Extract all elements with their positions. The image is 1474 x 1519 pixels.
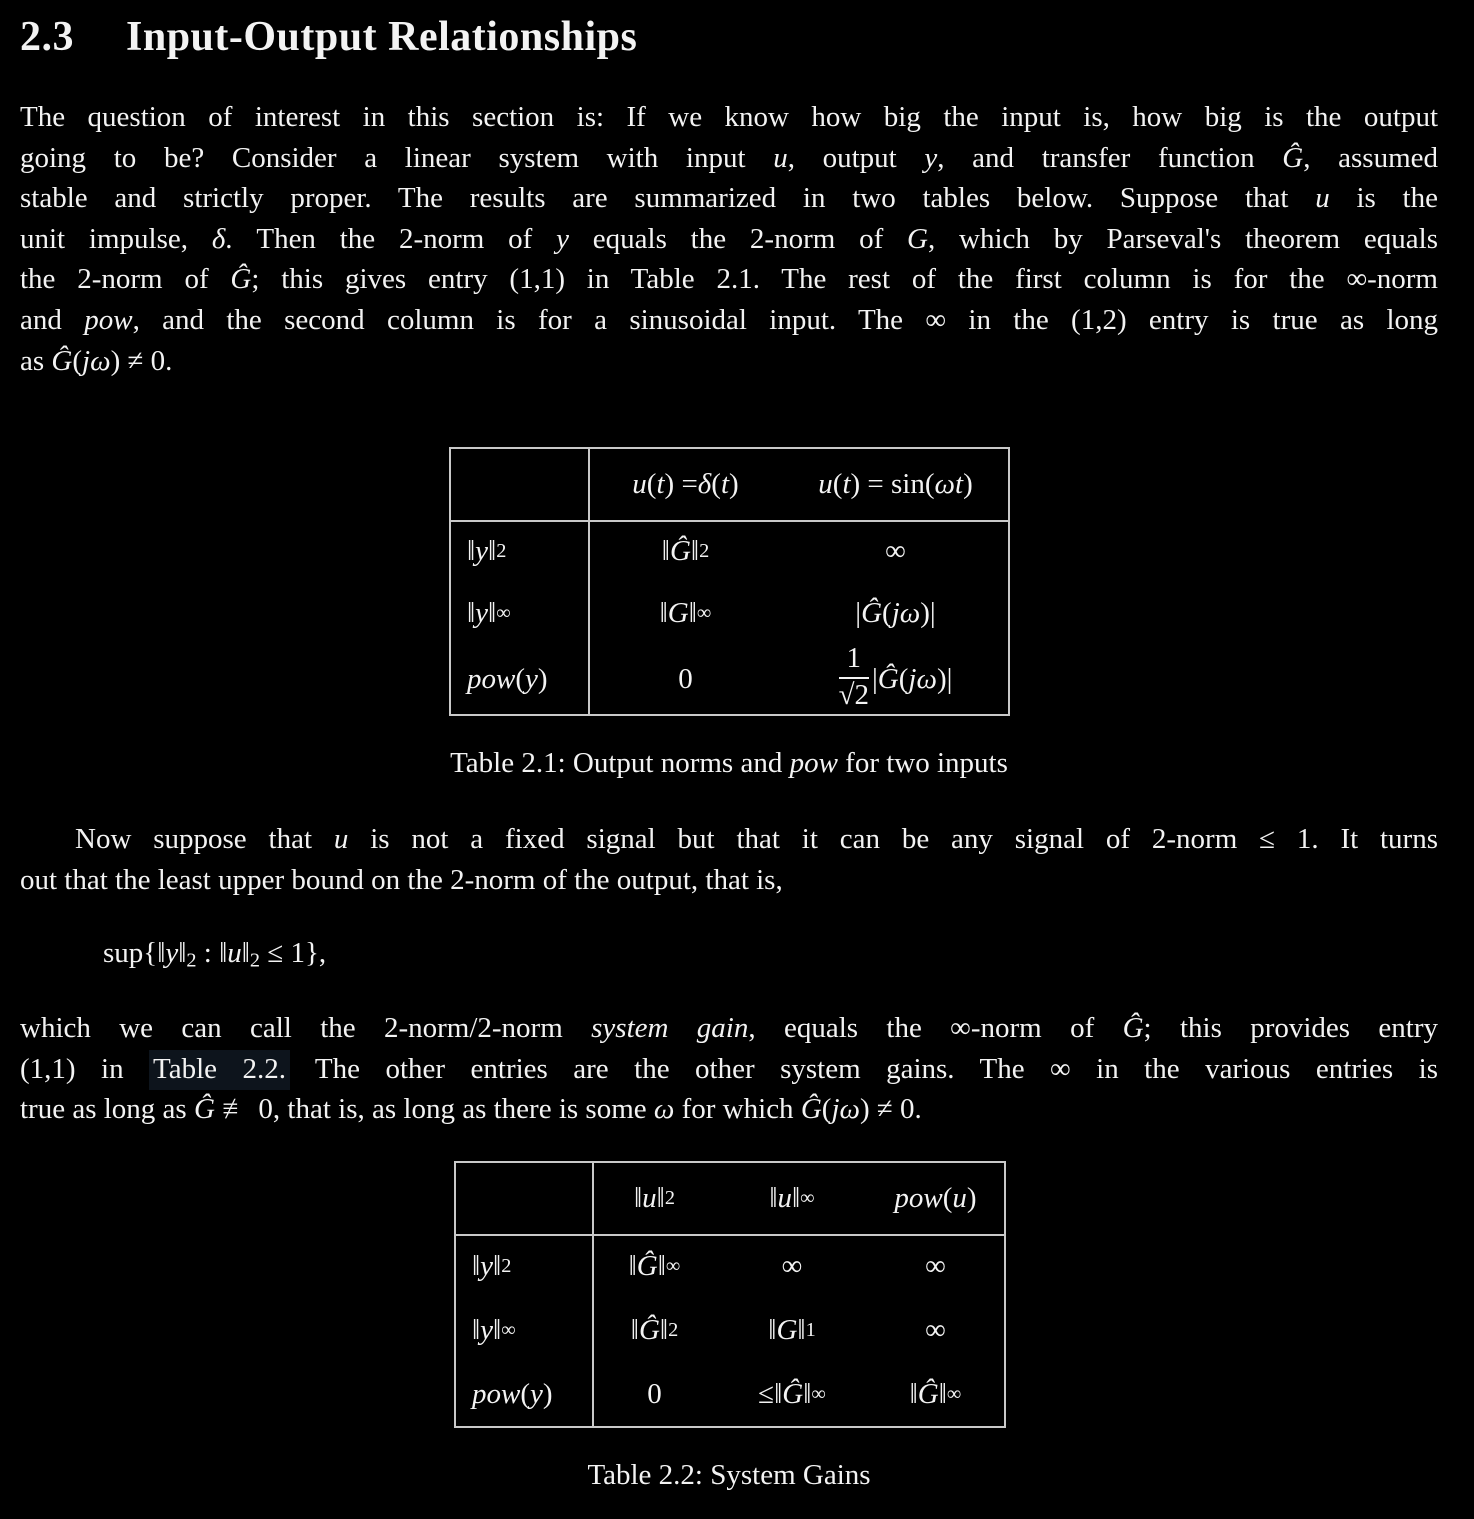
text-run: ‖ [493,1313,502,1346]
text-run: u [1315,182,1330,215]
text-run: ‖ [656,1182,665,1214]
text-run: t [720,468,730,500]
text-run: ‖ [634,1182,643,1214]
text-run: Ĝ [1282,141,1304,174]
text-run: ( [520,1377,531,1410]
text-run: 2 [496,539,507,562]
text-run: Ĝ [636,1249,658,1282]
text-run: ( [515,662,526,695]
text-run: δ [697,468,712,500]
text-run: u [818,468,833,500]
text-run: jω [82,344,111,377]
t2-cell-r1c1 [592,1234,717,1298]
t1-header-input-impulse [588,449,783,520]
text-run: | [871,662,878,695]
t1-row-label-yinf [451,582,604,644]
text-run: ‖ [467,596,476,629]
text-run: 2 [664,1187,675,1209]
table-2-2-link[interactable]: Table 2.2. [149,1050,290,1090]
text-run: 2 [668,1318,679,1341]
t2-row-label-yinf [456,1298,608,1362]
text-run: stable and strictly proper. The results are summarized in two tables below. Suppose that [20,182,1316,215]
text-run: pow [84,303,133,336]
text-run: Ĝ [638,1313,660,1346]
text-run: ‖ [178,937,187,969]
text-run: ∞ [925,1249,946,1282]
text-run: , equals the ∞-norm of [748,1012,1123,1044]
t2-header-u2 [592,1163,717,1234]
text-run: | [855,596,862,629]
text-run: ) [729,468,739,500]
table-2-1-caption [20,747,1438,780]
text-run: , output [787,141,925,174]
text-run: , which by Parseval's theorem equals [928,222,1438,255]
text-run: u [952,1182,967,1214]
text-run: y [480,1249,494,1282]
t1-row-label-pow [451,644,604,714]
section-heading [20,13,637,61]
text-run: G [667,596,689,629]
t1-cell-r2c2 [783,582,1008,644]
t2-row-label-y2 [456,1234,608,1298]
text-run: ‖ [909,1377,918,1410]
text-run: ∞ [781,1249,803,1282]
text-run: Ĝ [861,596,883,629]
text-run: u [773,141,788,174]
text-run: Ĝ [669,534,691,567]
text-run: ) ≠ 0. [859,1093,922,1126]
text-run: )| [920,596,936,629]
text-run: ‖ [769,1182,778,1214]
t1-cell-r3c1 [588,644,783,714]
text-run: ∞ [946,1382,962,1405]
text-run: ‖ [628,1249,637,1282]
text-run: Now suppose that [75,823,334,855]
text-run: ( [646,468,657,500]
text-run: ) [537,662,548,695]
text-run: for two inputs [837,747,1008,779]
text-run: ‖ [803,1377,812,1410]
text-run: . Then the 2-norm of [225,222,557,255]
text-run: ωt [934,468,964,500]
text-run: t [656,468,665,500]
text-run: ‖ [792,1182,801,1214]
text-run: Ĝ [1122,1012,1144,1044]
text-line [20,1008,1438,1049]
text-run: ( [72,344,83,377]
t2-cell-r3c1 [592,1362,717,1426]
text-run: 2 [501,1254,512,1277]
text-run: ∞ [696,601,712,624]
text-run: y [525,662,538,695]
text-line [20,138,1438,179]
text-run: ‖ [630,1313,639,1346]
text-run: is not a fixed signal but that it can be any signal of 2-norm ≤ 1. It turns [348,823,1438,855]
t2-header-uinf [717,1163,867,1234]
text-run: ‖ [768,1313,777,1346]
text-run: y [924,141,938,174]
text-run: t [842,468,851,500]
text-run: u [333,823,349,855]
text-run: which we can call the 2-norm/2-norm [20,1012,592,1044]
text-run: u [642,1182,657,1214]
text-run: pow [472,1377,521,1410]
text-line [20,259,1438,300]
text-run: ∞ [665,1254,681,1277]
text-run: ∞ [501,1318,516,1341]
text-run: : [196,937,220,969]
text-run: , assumed [1303,141,1439,174]
text-run: ≢ 0, that is, as long as there is some [214,1093,654,1126]
text-run: G [776,1313,798,1346]
text-run: ‖ [493,1249,502,1282]
text-run: ∞ [800,1187,815,1209]
text-run: ∞ [811,1382,826,1405]
text-run: Ĝ [230,263,252,296]
text-run: ( [898,662,909,695]
text-run: y [475,596,489,629]
text-line [20,860,1438,901]
text-run: unit impulse, [20,222,212,255]
text-run: pow [894,1182,943,1214]
t2-cell-r1c3 [867,1234,1004,1298]
text-run: ( [711,468,721,500]
text-run: u [632,468,647,500]
text-run: The other entries are the other system gains. The ∞ in the various entries is [290,1052,1438,1085]
fraction-numerator [839,641,869,679]
text-run: jω [831,1093,860,1126]
t2-cell-r3c3 [867,1362,1004,1426]
text-run: jω [908,662,937,695]
text-run: y [165,937,179,969]
t1-cell-r1c1 [588,520,783,582]
text-run: δ [211,222,226,255]
text-run: ∞ [496,601,511,624]
text-run: ‖ [241,937,250,969]
equation-sup-norm [103,937,326,972]
paragraph-gain-intro [20,819,1438,900]
text-run: Ĝ [917,1377,939,1410]
text-run: 2 [854,678,869,711]
t1-cell-r2c1 [588,582,783,644]
fraction-denominator [839,679,869,711]
text-run: 0 [678,662,693,695]
text-run: ∞ [925,1313,946,1346]
text-run: as [20,344,52,377]
text-run: equals the 2-norm of [568,222,908,255]
text-run: u [227,937,242,969]
t1-cell-r1c2 [783,520,1008,582]
text-run: going to be? Consider a linear system with input [20,141,774,174]
text-run: ) [542,1377,553,1410]
table-2-2-caption: Table 2.2: System Gains [587,1459,871,1491]
text-run: system gain [591,1012,749,1044]
text-run: ‖ [774,1377,783,1410]
text-run: )| [936,662,953,695]
text-run: ω [653,1093,675,1126]
text-run: √ [838,678,855,711]
text-run: pow [789,747,838,779]
text-run: Ĝ [782,1377,804,1410]
table-2-2 [454,1161,1006,1428]
table-2-1 [449,447,1010,716]
text-run: is the [1329,182,1438,215]
text-run: ‖ [488,534,497,567]
text-line [20,219,1438,260]
t2-header-powu [867,1163,1004,1234]
text-run: y [556,222,569,255]
text-run: jω [891,596,921,629]
text-run: Ĝ [877,662,899,695]
text-run: y [475,534,489,567]
text-run: ‖ [488,596,497,629]
text-run: ≤ 1}, [260,937,327,969]
t2-cell-r2c2 [717,1298,867,1362]
text-run: ‖ [938,1377,947,1410]
text-run: ; this gives entry (1,1) in Table 2.1. The rest of the first column is for the ∞-norm [251,263,1438,296]
text-run: out that the least upper bound on the 2-norm of the output, that is, [20,863,783,896]
t2-cell-r2c3 [867,1298,1004,1362]
text-run: ) ≠ 0. [110,344,173,377]
text-run: ‖ [797,1313,806,1346]
section-number: 2.3 [20,14,74,60]
text-run: 1 [805,1318,816,1341]
text-run: y [480,1313,494,1346]
t1-cell-r3c2 [783,641,1008,714]
text-run: true as long as [20,1093,194,1126]
text-run: pow [467,662,516,695]
text-run: ‖ [657,1249,666,1282]
text-run: 2 [249,949,261,972]
t1-header-input-sine [783,449,1008,520]
t2-cell-r1c2 [717,1234,867,1298]
text-line [20,97,1438,138]
text-line [20,1089,1438,1130]
text-run: ‖ [690,534,700,567]
text-run: ) = [664,468,698,500]
text-run: 1 [846,641,862,674]
t2-row-label-pow [456,1362,608,1426]
text-run: ≤ [758,1377,775,1410]
text-run: ‖ [661,534,670,567]
text-run: ‖ [659,596,668,629]
text-run: ) [963,468,973,500]
text-run: The question of interest in this section is: If we know how big the input is, how big is the output [20,101,1438,133]
t2-cell-r2c1 [592,1298,717,1362]
text-run: ‖ [467,534,476,567]
text-run: ( [882,596,892,629]
text-run: y [530,1377,543,1410]
text-run: 0 [647,1377,662,1410]
t1-row-label-y2 [451,520,604,582]
text-line [20,819,1438,860]
text-run: ‖ [472,1313,481,1346]
text-run: ‖ [219,937,228,969]
text-run: Ĝ [193,1093,215,1126]
text-line [20,1049,1438,1090]
text-line [20,178,1438,219]
text-line [20,341,1438,382]
text-run: ( [942,1182,953,1214]
text-run: u [777,1182,793,1214]
text-run: G [907,222,928,255]
text-run: (1,1) in [20,1052,150,1085]
text-run: 2 [699,539,710,562]
text-run: and [20,303,85,336]
paragraph-system-gain [20,1008,1438,1130]
text-run: ) = sin( [850,468,935,500]
text-run: ‖ [157,937,166,969]
text-run: ( [832,468,843,500]
fraction [838,641,869,711]
text-run: , and transfer function [937,141,1283,174]
text-run: 2 [186,949,197,972]
text-line [20,300,1438,341]
text-run: sup{ [103,937,158,969]
text-run: ( [821,1093,832,1126]
text-run: ∞ [885,534,906,567]
text-run: ‖ [688,596,697,629]
text-run: the 2-norm of [20,263,231,296]
text-run: Ĝ [51,344,73,377]
section-title: Input-Output Relationships [126,14,638,60]
text-run: ; this provides entry [1143,1012,1439,1044]
text-run: ‖ [659,1313,669,1346]
text-run: Table 2.1: Output norms and [450,747,790,779]
text-run: , and the second column is for a sinusoidal input. The ∞ in the (1,2) entry is true as long [132,303,1439,336]
text-run: Ĝ [800,1093,822,1126]
text-run: ) [966,1182,977,1214]
text-run: for which [674,1093,801,1126]
paragraph-intro [20,97,1438,381]
text-run: ‖ [472,1249,481,1282]
t2-cell-r3c2 [717,1362,867,1426]
